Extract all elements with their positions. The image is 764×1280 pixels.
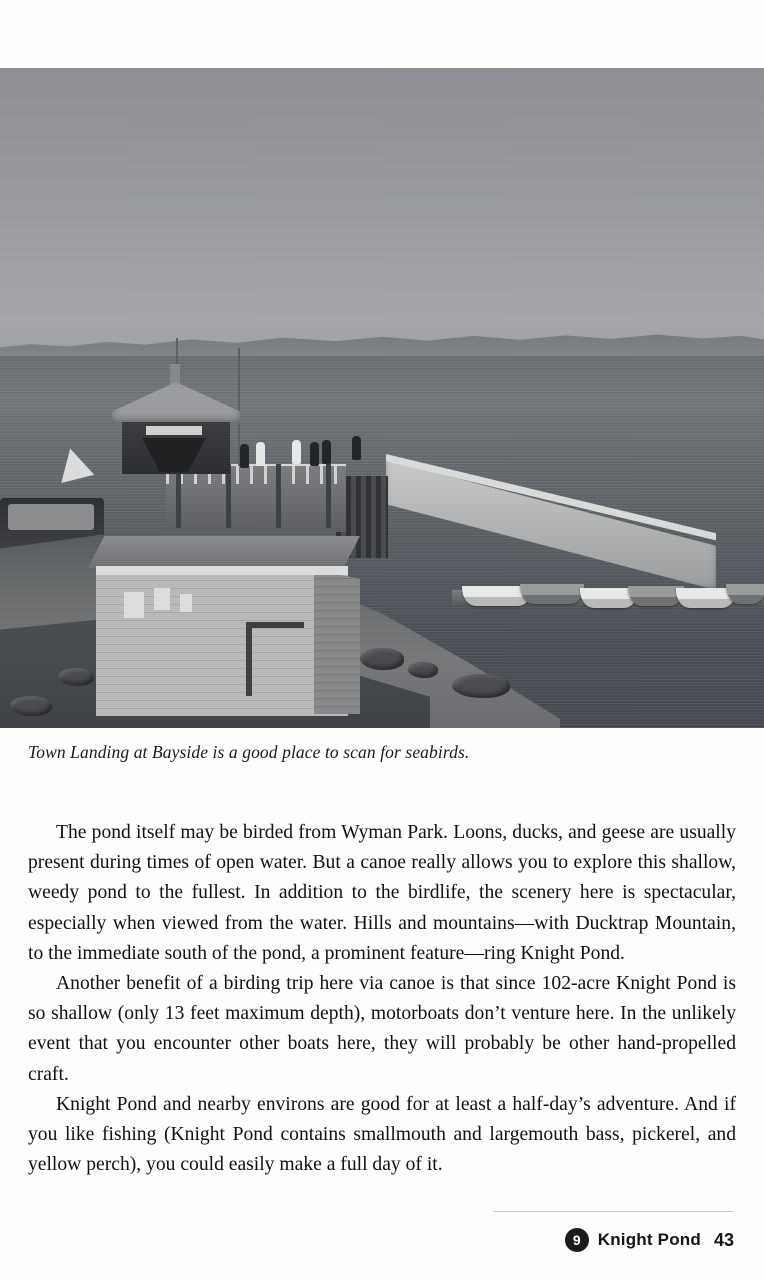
pavilion-building	[112, 364, 240, 474]
boat	[520, 584, 584, 604]
person	[240, 444, 249, 468]
shed-wall	[96, 566, 348, 716]
boat	[726, 584, 764, 604]
photo-sky	[0, 68, 764, 728]
bath-house	[88, 536, 360, 716]
photo-caption: Town Landing at Bayside is a good place to scan for seabirds.	[28, 742, 470, 762]
body-text	[28, 818, 736, 1180]
page-footer	[565, 1228, 734, 1252]
rock	[360, 648, 404, 670]
page-number: 43	[713, 1229, 734, 1250]
person	[292, 440, 301, 464]
chapter-number-badge: 9	[565, 1228, 589, 1252]
dock-post	[276, 464, 281, 528]
shed-placard	[180, 594, 192, 612]
shed-trim	[96, 566, 348, 575]
rock	[58, 668, 94, 686]
photograph	[0, 68, 764, 728]
rock	[408, 662, 438, 678]
footer-rule	[494, 1211, 734, 1212]
person	[310, 442, 319, 466]
shed-placard	[124, 592, 144, 618]
vehicle-window	[8, 504, 94, 530]
paragraph: Another benefit of a birding trip here via canoe is that since 102-acre Knight Pond is so shallow (only 13 feet maximum depth), motorboats don’t venture here. In the unlikely event that you encounter other boats here, they will probably be other hand-propelled craft.	[28, 973, 736, 1085]
rock	[10, 696, 52, 716]
person	[322, 440, 331, 464]
drain-pipe	[246, 622, 304, 628]
dock-post	[326, 464, 331, 528]
chapter-title: Knight Pond	[597, 1230, 701, 1249]
rock	[452, 674, 510, 698]
shed-side-wall	[314, 570, 360, 714]
person	[256, 442, 265, 466]
person	[352, 436, 361, 460]
pavilion-roof	[112, 382, 240, 424]
shed-placard	[154, 588, 170, 610]
paragraph: The pond itself may be birded from Wyman Park. Loons, ducks, and geese are usually present during times of open water. But a canoe really allows you to explore this shallow, weedy pond to the fullest. In addition to the birdlife, the scenery here is spectacular, especially when viewed from the water. Hills and mountains—with Ducktrap Mountain, to the immediate south of the pond, a prominent feature—ring Knight Pond.	[28, 822, 736, 964]
shed-roof	[88, 536, 360, 568]
paragraph: Knight Pond and nearby environs are good for at least a half-day’s adventure. And if you like fishing (Knight Pond contains smallmouth and largemouth bass, pickerel, and yellow perch), you could easily make a full day of it.	[28, 1093, 736, 1176]
drain-pipe	[246, 622, 252, 696]
pavilion-sign	[146, 426, 202, 435]
